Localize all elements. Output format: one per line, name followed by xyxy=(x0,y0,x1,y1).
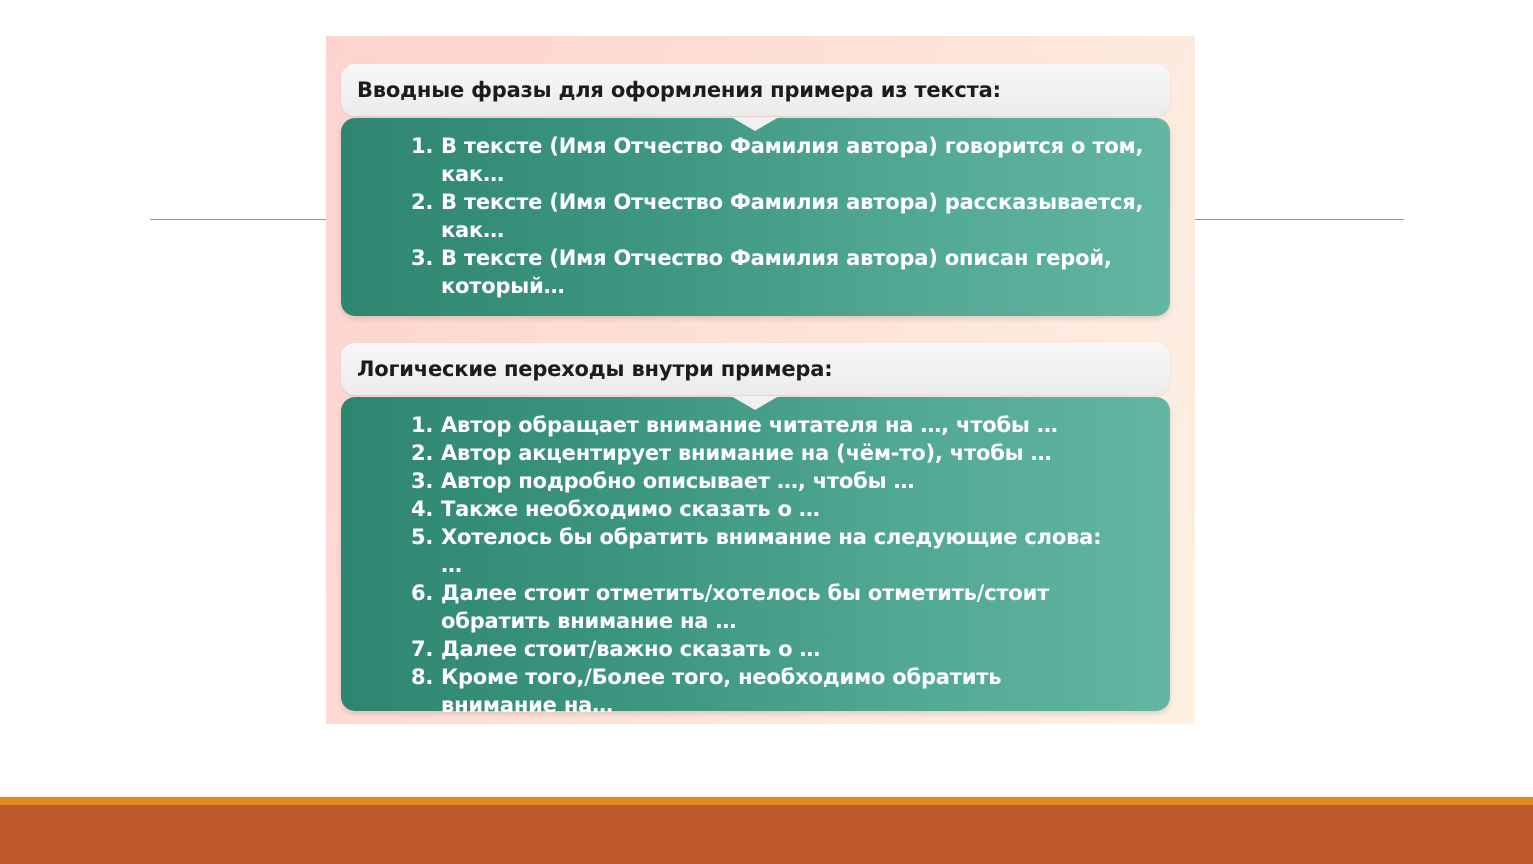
list-item-number: 5. xyxy=(411,525,434,549)
list-item-text: Далее стоит/важно сказать о … xyxy=(441,637,821,661)
section2-header xyxy=(341,343,1170,395)
list-item xyxy=(411,132,1151,188)
list-item-text: Кроме того,/Более того, необходимо обратить внимание на… xyxy=(441,665,1002,717)
list-item xyxy=(411,188,1151,244)
slide-rule-right xyxy=(1195,219,1404,220)
list-item-number: 3. xyxy=(411,246,434,270)
list-item xyxy=(411,635,1111,663)
list-item xyxy=(411,411,1111,439)
list-item-text: Автор акцентирует внимание на (чём-то), чтобы … xyxy=(441,441,1052,465)
list-item-number: 1. xyxy=(411,413,434,437)
footer-accent-stripe xyxy=(0,797,1533,805)
list-item xyxy=(411,523,1111,579)
list-item-text: Хотелось бы обратить внимание на следующие слова: … xyxy=(441,525,1102,577)
section1-notch xyxy=(731,117,779,131)
list-item xyxy=(411,495,1111,523)
footer-bar xyxy=(0,805,1533,864)
section2-notch xyxy=(731,396,779,410)
list-item-text: В тексте (Имя Отчество Фамилия автора) говорится о том, как… xyxy=(441,134,1144,186)
list-item-text: Автор обращает внимание читателя на …, чтобы … xyxy=(441,413,1058,437)
list-item xyxy=(411,467,1111,495)
list-item-number: 8. xyxy=(411,665,434,689)
list-item-number: 7. xyxy=(411,637,434,661)
list-item-text: В тексте (Имя Отчество Фамилия автора) описан герой, который… xyxy=(441,246,1112,298)
list-item-text: Автор подробно описывает …, чтобы … xyxy=(441,469,915,493)
list-item xyxy=(411,663,1111,719)
section1-title: Вводные фразы для оформления примера из текста: xyxy=(357,78,1001,102)
list-item-text: В тексте (Имя Отчество Фамилия автора) рассказывается, как… xyxy=(441,190,1144,242)
list-item-number: 3. xyxy=(411,469,434,493)
section1-header xyxy=(341,64,1170,116)
section2-list xyxy=(411,411,1111,719)
section2-title: Логические переходы внутри примера: xyxy=(357,357,833,381)
list-item-number: 1. xyxy=(411,134,434,158)
section2-box xyxy=(341,397,1170,717)
list-item-number: 6. xyxy=(411,581,434,605)
list-item-number: 4. xyxy=(411,497,434,521)
list-item xyxy=(411,439,1111,467)
list-item-number: 2. xyxy=(411,190,434,214)
content-image-panel xyxy=(326,36,1195,724)
section1-box xyxy=(341,118,1170,316)
section1-list xyxy=(411,132,1151,300)
list-item-text: Также необходимо сказать о … xyxy=(441,497,820,521)
list-item-number: 2. xyxy=(411,441,434,465)
slide-rule-left xyxy=(150,219,326,220)
list-item xyxy=(411,579,1111,635)
list-item xyxy=(411,244,1151,300)
list-item-text: Далее стоит отметить/хотелось бы отметить/стоит обратить внимание на … xyxy=(441,581,1050,633)
